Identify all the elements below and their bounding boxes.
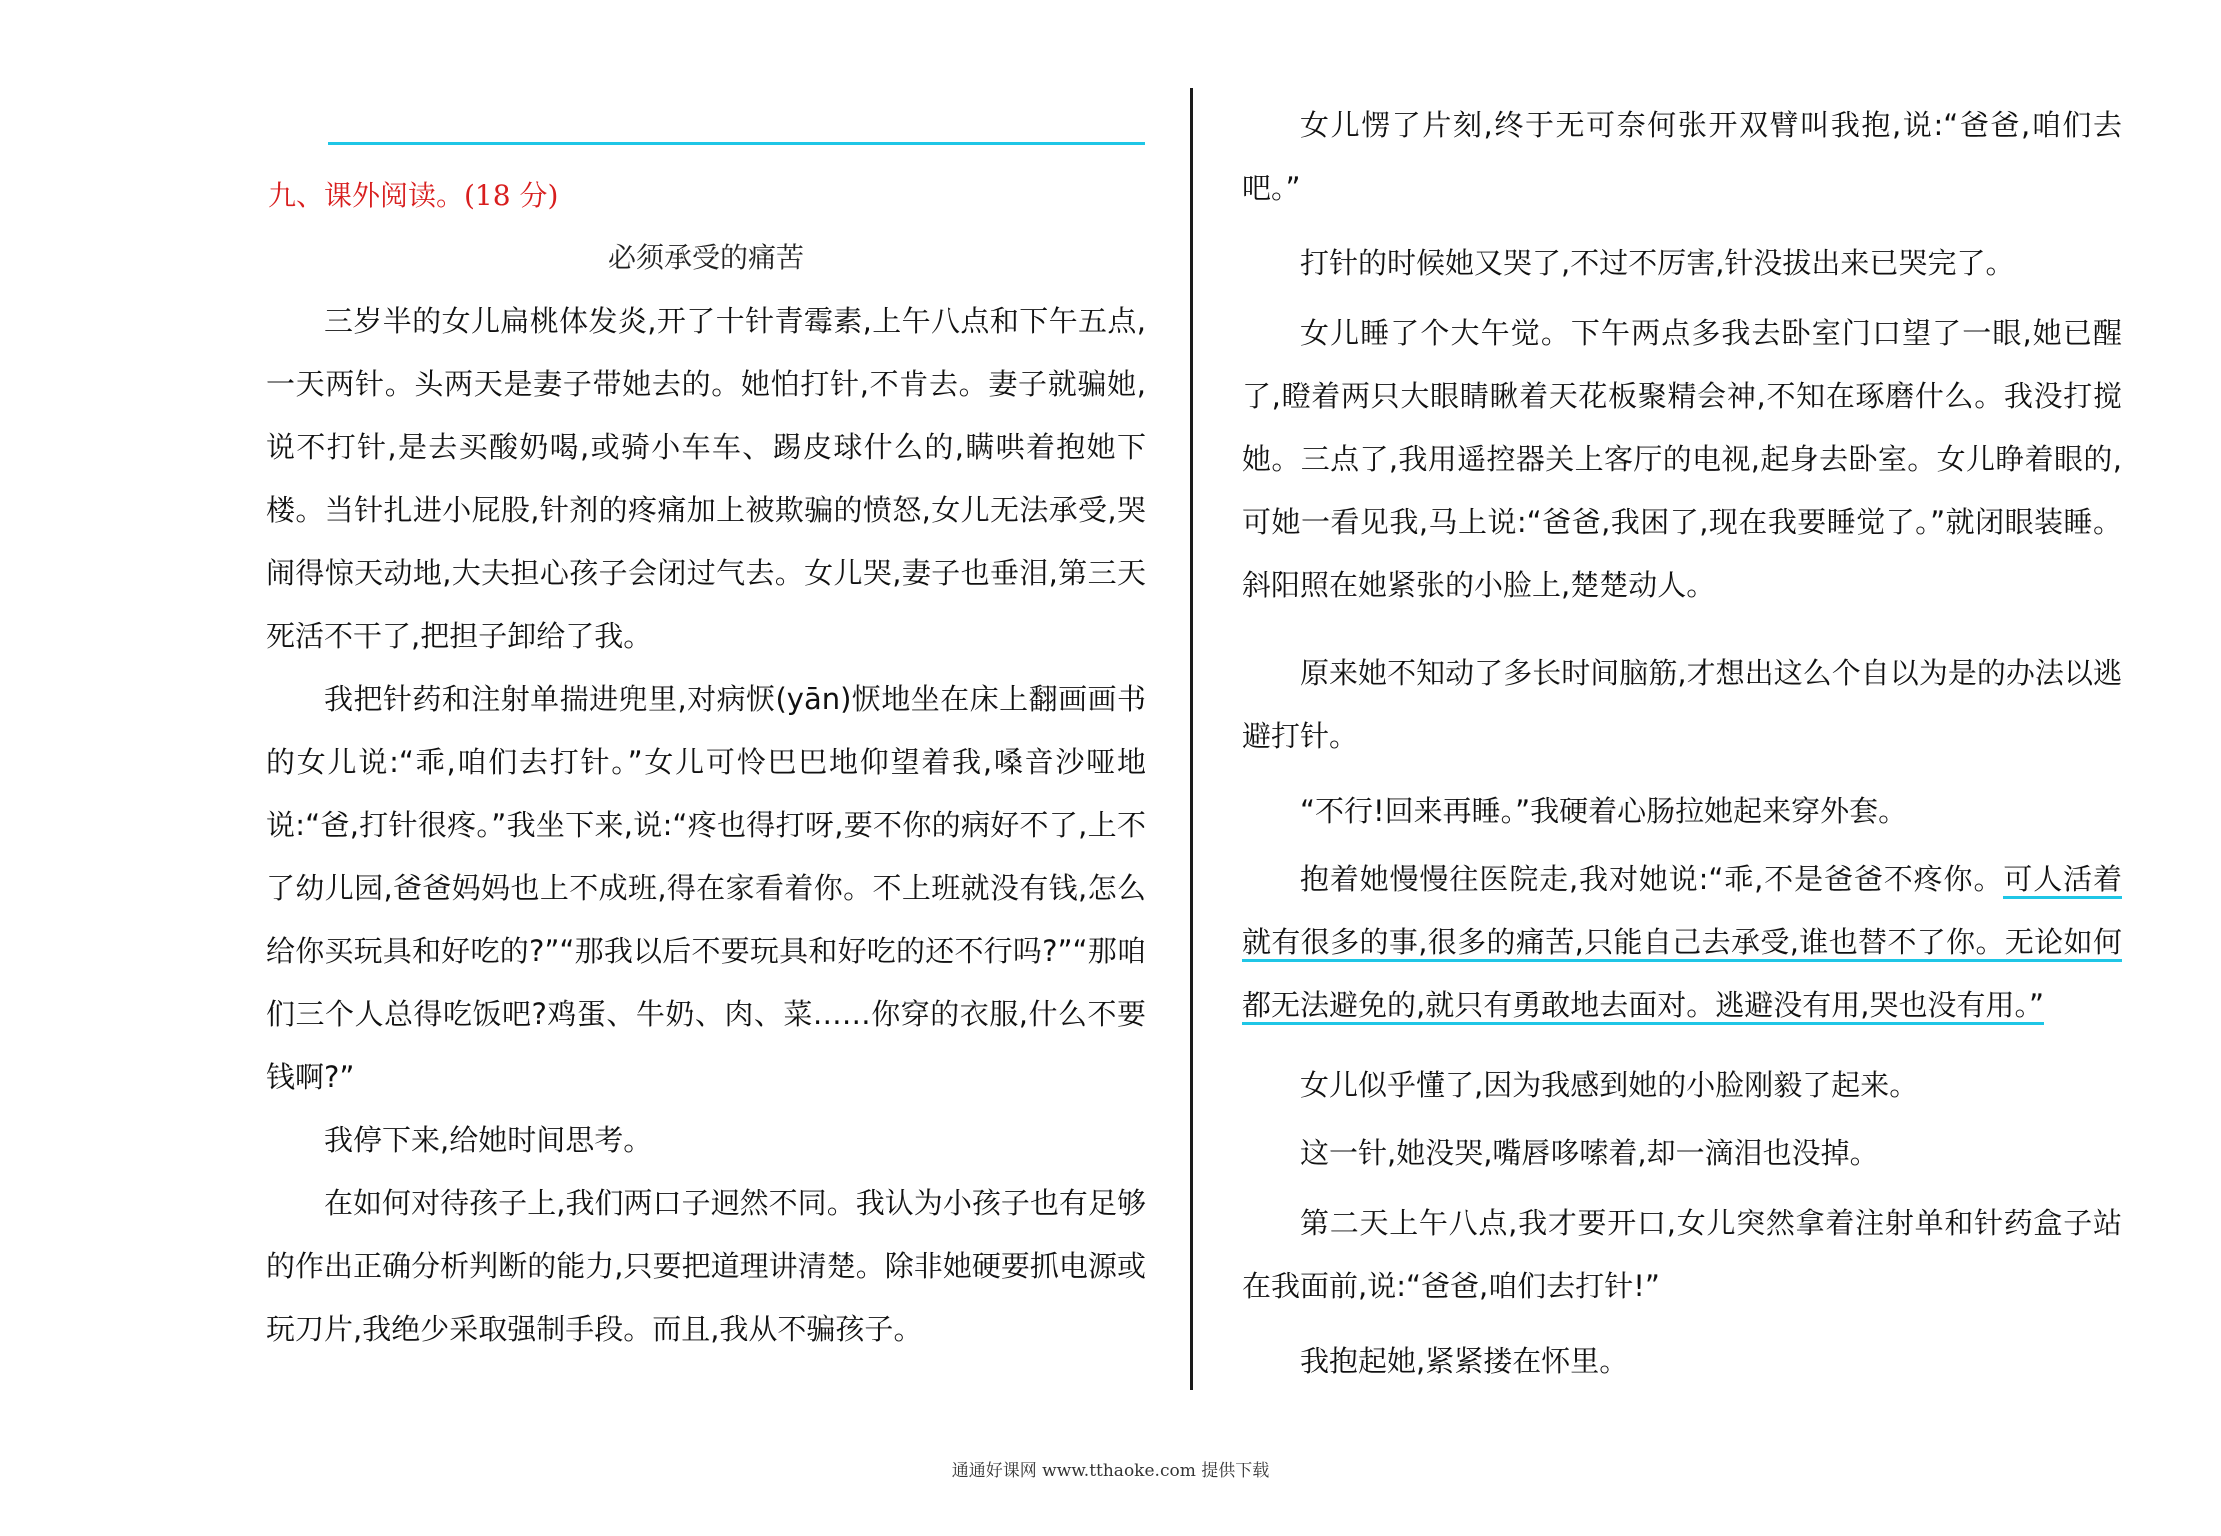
top-rule xyxy=(328,142,1145,145)
paragraph-12: 这一针,她没哭,嘴唇哆嗦着,却一滴泪也没掉。 xyxy=(1300,1136,1879,1170)
paragraph-5: 女儿愣了片刻,终于无可奈何张开双臂叫我抱,说:“爸爸,咱们去吧。” xyxy=(1242,108,2122,205)
article-title: 必须承受的痛苦 xyxy=(607,241,804,274)
underlined-sentence: 可人活着就有很多的事,很多的痛苦,只能自己去承受,谁也替不了你。无论如何都无法避免的,就只有勇敢地去面对。逃避没有用,哭也没有用。” xyxy=(1242,862,2122,1025)
paragraph-7: 女儿睡了个大午觉。下午两点多我去卧室门口望了一眼,她已醒了,瞪着两只大眼睛瞅着天花板聚精会神,不知在琢磨什么。我没打搅她。三点了,我用遥控器关上客厅的电视,起身去卧室。女儿睁着眼的,可她一看见我,马上说:“爸爸,我困了,现在我要睡觉了。”就闭眼装睡。斜阳照在她紧张的小脸上,楚楚动人。 xyxy=(1242,316,2122,602)
paragraph-1: 三岁半的女儿扁桃体发炎,开了十针青霉素,上午八点和下午五点,一天两针。头两天是妻子带她去的。她怕打针,不肯去。妻子就骗她,说不打针,是去买酸奶喝,或骑小车车、踢皮球什么的,瞒哄着抱她下楼。当针扎进小屁股,针剂的疼痛加上被欺骗的愤怒,女儿无法承受,哭闹得惊天动地,大夫担心孩子会闭过气去。女儿哭,妻子也垂泪,第三天死活不干了,把担子卸给了我。 xyxy=(266,304,1146,653)
column-divider xyxy=(1190,88,1193,1390)
paragraph-14: 我抱起她,紧紧搂在怀里。 xyxy=(1300,1344,1629,1378)
paragraph-4: 在如何对待孩子上,我们两口子迥然不同。我认为小孩子也有足够的作出正确分析判断的能力,只要把道理讲清楚。除非她硬要抓电源或玩刀片,我绝少采取强制手段。而且,我从不骗孩子。 xyxy=(266,1186,1146,1346)
paragraph-6: 打针的时候她又哭了,不过不厉害,针没拔出来已哭完了。 xyxy=(1300,246,2015,280)
paragraph-3: 我停下来,给她时间思考。 xyxy=(324,1123,653,1157)
page-footer: 通通好课网 www.tthaoke.com 提供下载 xyxy=(951,1461,1270,1481)
paragraph-13: 第二天上午八点,我才要开口,女儿突然拿着注射单和针药盒子站在我面前,说:“爸爸,咱们去打针!” xyxy=(1242,1206,2122,1303)
paragraph-8: 原来她不知动了多长时间脑筋,才想出这么个自以为是的办法以逃避打针。 xyxy=(1242,656,2122,753)
paragraph-10-lead: 抱着她慢慢往医院走,我对她说:“乖,不是爸爸不疼你。 xyxy=(1300,862,2004,896)
paragraph-10 xyxy=(1242,848,2122,1037)
paragraph-2: 我把针药和注射单揣进兜里,对病恹(yān)恹地坐在床上翻画画书的女儿说:“乖,咱们去打针。”女儿可怜巴巴地仰望着我,嗓音沙哑地说:“爸,打针很疼。”我坐下来,说:“疼也得打呀,要不你的病好不了,上不了幼儿园,爸爸妈妈也上不成班,得在家看着你。不上班就没有钱,怎么给你买玩具和好吃的?”“那我以后不要玩具和好吃的还不行吗?”“那咱们三个人总得吃饭吧?鸡蛋、牛奶、肉、菜……你穿的衣服,什么不要钱啊?” xyxy=(266,682,1146,1094)
section-heading: 九、课外阅读。(18 分) xyxy=(268,179,559,212)
paragraph-9: “不行!回来再睡。”我硬着心肠拉她起来穿外套。 xyxy=(1300,794,1908,828)
paragraph-11: 女儿似乎懂了,因为我感到她的小脸刚毅了起来。 xyxy=(1300,1068,1919,1102)
